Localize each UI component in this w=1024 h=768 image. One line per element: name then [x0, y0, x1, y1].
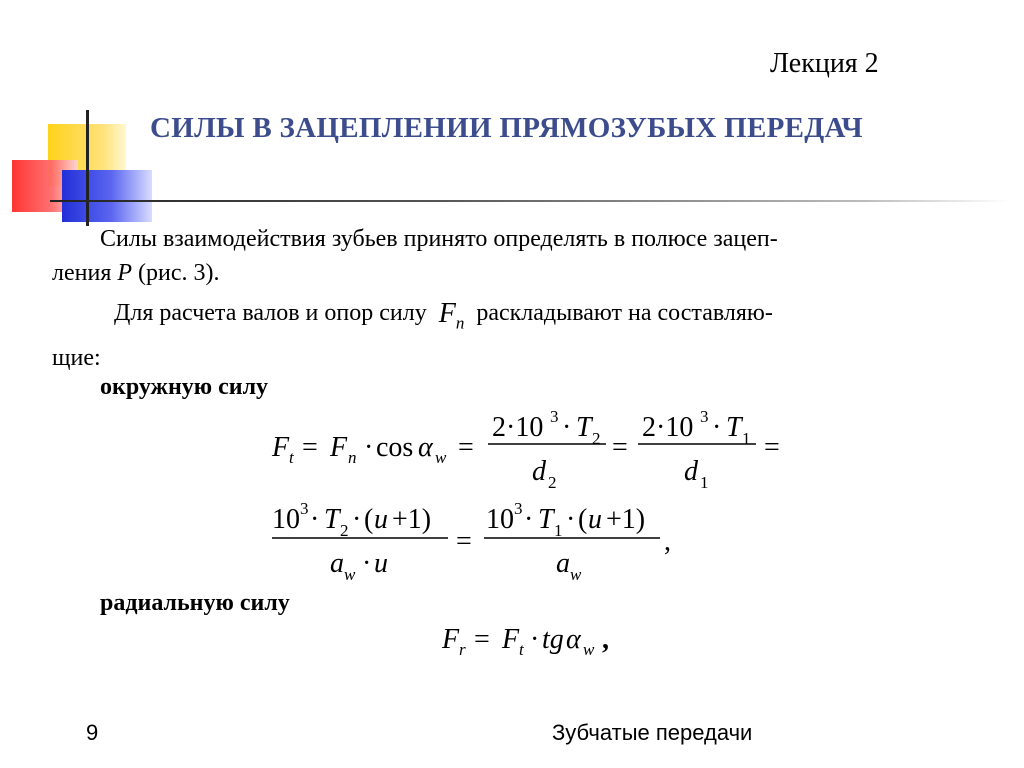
- svg-text:α: α: [418, 432, 433, 463]
- slide-title: СИЛЫ В ЗАЦЕПЛЕНИИ ПРЯМОЗУБЫХ ПЕРЕДАЧ: [150, 112, 863, 144]
- lecture-label: Лекция 2: [770, 48, 879, 79]
- svg-text:n: n: [348, 448, 357, 467]
- decor-vertical-line: [86, 110, 89, 226]
- svg-text:2·10: 2·10: [492, 412, 544, 443]
- svg-text:,: ,: [664, 526, 671, 557]
- paragraph-1-line-2: [52, 256, 778, 290]
- svg-text:F: F: [502, 624, 520, 655]
- heading-radial-force: радиальную силу: [100, 590, 290, 616]
- svg-text:3: 3: [514, 499, 523, 518]
- svg-text:T: T: [726, 412, 742, 443]
- fn-symbol: $F_n$: [438, 298, 465, 333]
- paragraph-1-line-1: Силы взаимодействия зубьев принято определять в полюсе зацеп-: [100, 226, 778, 252]
- p2-text-b: раскладывают на составляю-: [476, 300, 773, 326]
- footer-topic: Зубчатые передачи: [552, 720, 753, 745]
- svg-text:=: =: [612, 432, 628, 463]
- svg-text:T: T: [538, 504, 554, 535]
- formula-radial-force: [440, 614, 640, 664]
- paragraph-2-line-2: щие:: [52, 344, 101, 371]
- svg-text:=: =: [474, 624, 490, 655]
- svg-text:(: (: [364, 504, 374, 535]
- svg-text:·: ·: [530, 624, 540, 655]
- svg-text:cos: cos: [376, 432, 414, 463]
- svg-text:u: u: [588, 504, 602, 535]
- svg-text:10: 10: [486, 504, 514, 535]
- svg-text:·: ·: [310, 504, 320, 535]
- formula-tangential-force-continued: [270, 496, 690, 586]
- svg-text:w: w: [435, 448, 447, 467]
- p2-text-a: Для расчета валов и опор силу: [114, 300, 427, 326]
- svg-text:w: w: [570, 565, 582, 584]
- title-underline: [50, 200, 1010, 202]
- svg-text:w: w: [583, 640, 595, 659]
- svg-text:t: t: [519, 640, 524, 659]
- svg-text:F: F: [272, 432, 290, 463]
- svg-text:T: T: [324, 504, 340, 535]
- svg-text:·: ·: [712, 412, 722, 443]
- svg-text:F: F: [330, 432, 348, 463]
- svg-text:·: ·: [524, 504, 534, 535]
- svg-text:(: (: [578, 504, 588, 535]
- heading-tangential-force: окружную силу: [100, 374, 269, 400]
- svg-text:2: 2: [548, 473, 557, 492]
- svg-text:a: a: [330, 548, 344, 579]
- svg-text:u: u: [374, 504, 388, 535]
- decor-blue-square: [62, 170, 152, 222]
- svg-text:=: =: [302, 432, 318, 463]
- svg-text:tg: tg: [542, 624, 564, 655]
- svg-text:,: ,: [602, 624, 609, 655]
- page-number: 9: [86, 720, 99, 745]
- paragraph-2-line-1: [52, 296, 773, 341]
- pole-symbol: P: [117, 260, 133, 286]
- svg-text:·: ·: [362, 548, 372, 579]
- svg-text:a: a: [556, 548, 570, 579]
- svg-text:t: t: [289, 448, 294, 467]
- svg-text:=: =: [458, 432, 474, 463]
- svg-text:r: r: [459, 640, 466, 659]
- svg-text:·: ·: [364, 432, 374, 463]
- paragraph-2: [52, 296, 773, 375]
- svg-text:d: d: [532, 456, 546, 487]
- svg-text:3: 3: [550, 407, 559, 426]
- svg-text:=: =: [456, 526, 472, 557]
- svg-text:·: ·: [352, 504, 362, 535]
- p1-text-b: (рис. 3).: [132, 260, 220, 286]
- paragraph-1: [52, 222, 778, 290]
- svg-text:·: ·: [566, 504, 576, 535]
- svg-text:3: 3: [300, 499, 309, 518]
- svg-text:3: 3: [700, 407, 709, 426]
- svg-text:α: α: [566, 624, 581, 655]
- svg-text:2·10: 2·10: [642, 412, 694, 443]
- svg-text:2: 2: [592, 429, 601, 448]
- svg-text:F: F: [442, 624, 460, 655]
- svg-text:d: d: [684, 456, 698, 487]
- svg-text:+1): +1): [606, 504, 646, 535]
- svg-text:T: T: [576, 412, 592, 443]
- svg-text:1: 1: [554, 521, 563, 540]
- svg-text:w: w: [344, 565, 356, 584]
- svg-text:+1): +1): [392, 504, 432, 535]
- svg-text:1: 1: [700, 473, 709, 492]
- svg-text:10: 10: [272, 504, 300, 535]
- p1-text-a: ления: [52, 260, 118, 286]
- svg-text:u: u: [374, 548, 388, 579]
- svg-text:=: =: [764, 432, 780, 463]
- svg-text:1: 1: [742, 429, 751, 448]
- svg-text:2: 2: [340, 521, 349, 540]
- formula-tangential-force: [270, 400, 800, 500]
- svg-text:·: ·: [562, 412, 572, 443]
